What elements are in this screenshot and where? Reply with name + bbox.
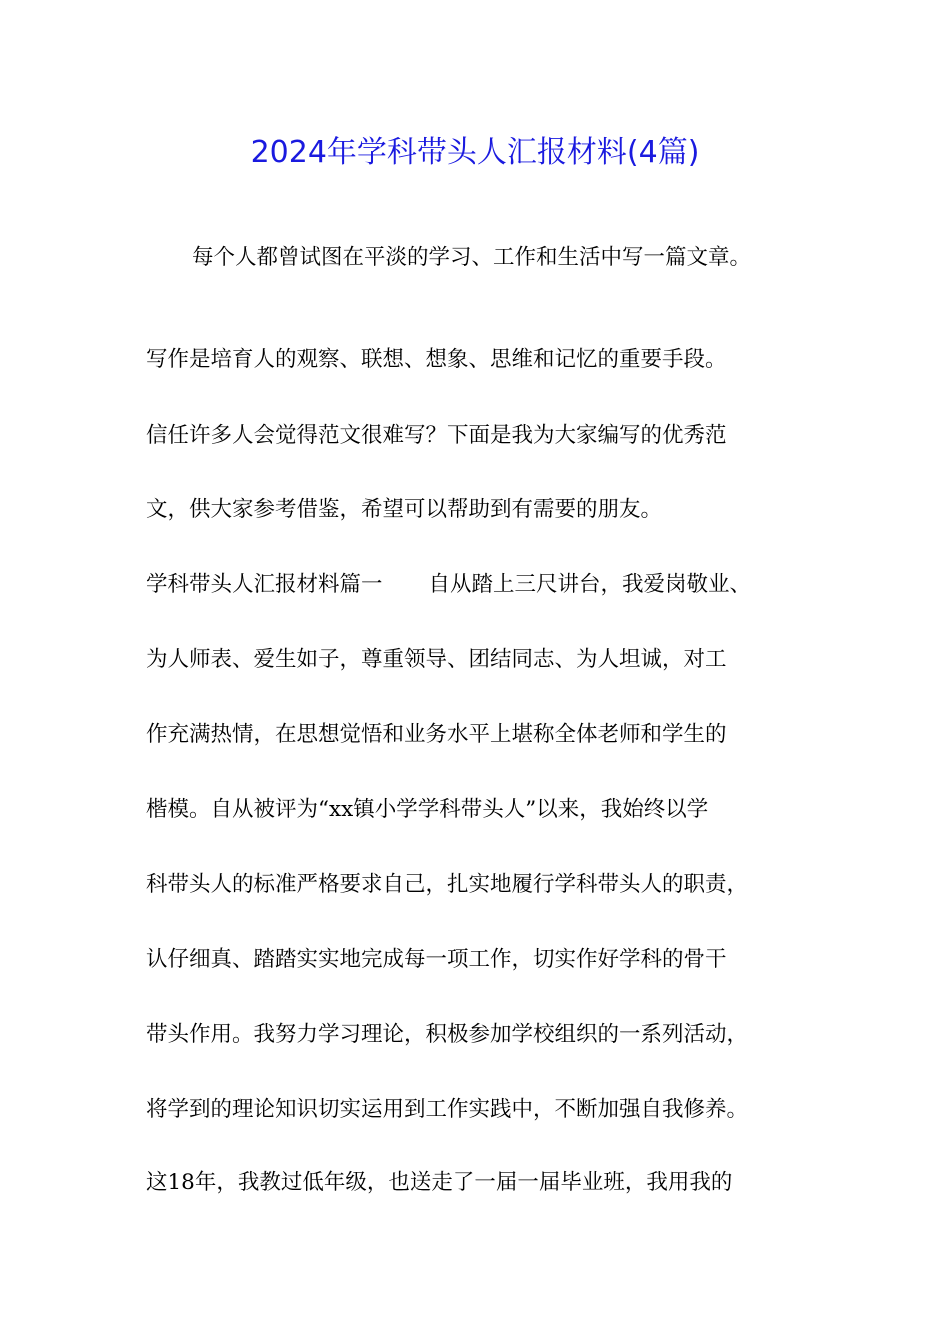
page-title: 2024年学科带头人汇报材料(4篇) bbox=[250, 135, 700, 170]
paragraph-line: 认仔细真、踏踏实实地完成每一项工作，切实作好学科的骨干 bbox=[146, 947, 727, 972]
paragraph-line: 信任许多人会觉得范文很难写？下面是我为大家编写的优秀范 bbox=[146, 423, 727, 448]
section-first-line: 自从踏上三尺讲台，我爱岗敬业、 bbox=[428, 572, 752, 597]
paragraph-line: 每个人都曾试图在平淡的学习、工作和生活中写一篇文章。 bbox=[192, 245, 752, 270]
paragraph-line: 楷模。自从被评为“xx镇小学学科带头人”以来，我始终以学 bbox=[146, 797, 709, 822]
paragraph-line: 文，供大家参考借鉴，希望可以帮助到有需要的朋友。 bbox=[146, 497, 663, 522]
section-heading: 学科带头人汇报材料篇一 bbox=[146, 572, 383, 597]
paragraph-line: 带头作用。我努力学习理论，积极参加学校组织的一系列活动， bbox=[146, 1022, 749, 1047]
paragraph-line: 将学到的理论知识切实运用到工作实践中，不断加强自我修养。 bbox=[146, 1097, 749, 1122]
paragraph-line: 科带头人的标准严格要求自己，扎实地履行学科带头人的职责， bbox=[146, 872, 749, 897]
paragraph-line: 作充满热情，在思想觉悟和业务水平上堪称全体老师和学生的 bbox=[146, 722, 727, 747]
paragraph-line: 这18年，我教过低年级，也送走了一届一届毕业班，我用我的 bbox=[146, 1170, 733, 1195]
section-line bbox=[146, 567, 826, 603]
paragraph-line: 为人师表、爱生如子，尊重领导、团结同志、为人坦诚，对工 bbox=[146, 647, 727, 672]
paragraph-line: 写作是培育人的观察、联想、想象、思维和记忆的重要手段。 bbox=[146, 347, 727, 372]
